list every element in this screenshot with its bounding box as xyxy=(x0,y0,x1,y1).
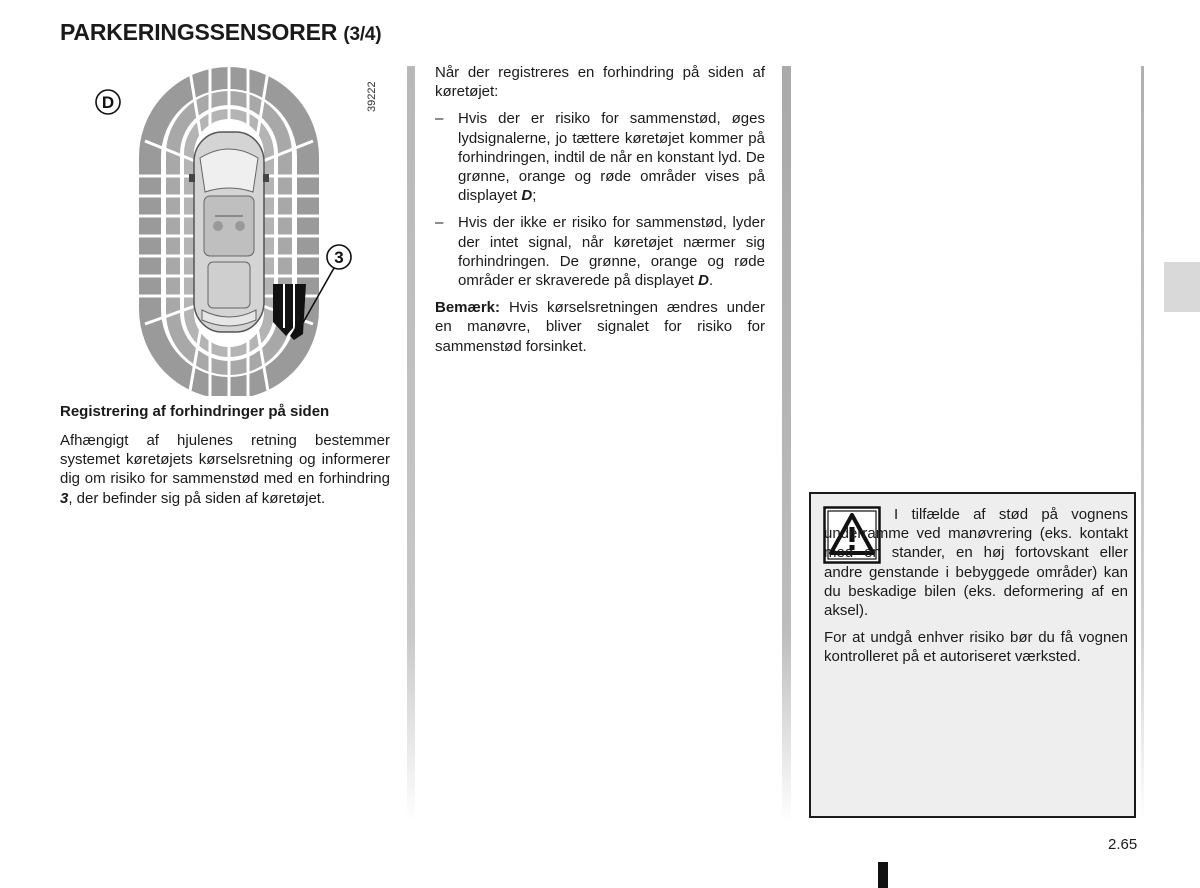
list-item-ref: D xyxy=(698,272,709,290)
section-heading: Registrering af forhindringer på siden xyxy=(60,403,330,420)
column-divider-middle xyxy=(782,66,791,822)
left-paragraph-end: , der befinder sig på siden af køretøjet. xyxy=(68,489,326,507)
parking-sensor-figure xyxy=(90,66,390,396)
list-item-end: . xyxy=(708,272,714,290)
note-label: Bemærk: xyxy=(435,299,501,317)
page-title-part: (3/4) xyxy=(343,24,382,45)
list-item-text: Hvis der er risiko for sammenstød, øges lydsignalerne, jo tættere køretøjet kommer på forhindringen, indtil de når en konstant lyd. De grønne, orange og røde områder vises på displayet xyxy=(458,110,765,205)
label-d: D xyxy=(101,93,115,112)
column-divider-left xyxy=(407,66,415,822)
page-number: 2.65 xyxy=(1108,836,1138,853)
list-dash: – xyxy=(435,214,444,232)
left-paragraph-ref: 3 xyxy=(60,489,69,507)
image-number: 39222 xyxy=(366,81,378,112)
note-paragraph xyxy=(435,298,765,356)
note-text: Hvis kørselsretningen ændres under en manøvre, bliver signalet for risiko for sammenstød forsinket. xyxy=(435,299,765,355)
list-item xyxy=(435,213,765,290)
warning-text xyxy=(824,505,1128,675)
column-divider-right xyxy=(1141,66,1144,822)
warning-box xyxy=(809,492,1136,818)
parking-sensor-diagram xyxy=(90,66,390,396)
warning-paragraph-1: I tilfælde af stød på vognens underramme ved manøvrering (eks. kontakt med en stander, en høj fortovskant eller andre genstande i bebyggede områder) kan du beskadige bilen (eks. deformering af en aksel). xyxy=(824,506,1128,620)
callout-3: 3 xyxy=(334,248,344,267)
list-item-text: Hvis der ikke er risiko for sammenstød, lyder der intet signal, når køretøjet nærmer sig forhindringen. De grønne, orange og røde områder er skraverede på displayet xyxy=(458,214,765,290)
page-title-text: PARKERINGSSENSORER xyxy=(60,19,338,45)
left-paragraph-start: Afhængigt af hjulenes retning bestemmer systemet køretøjets kørselsretning og informerer dig om risiko for sammenstød med en forhindring xyxy=(60,432,390,488)
list-item-end: ; xyxy=(532,187,537,205)
bottom-mark xyxy=(878,862,888,888)
middle-intro: Når der registreres en forhindring på siden af køretøjet: xyxy=(435,64,765,101)
list-item-ref: D xyxy=(521,187,533,205)
car-top-view xyxy=(189,132,269,332)
left-paragraph xyxy=(60,431,390,508)
middle-column xyxy=(435,63,765,364)
list-item xyxy=(435,109,765,205)
list-dash: – xyxy=(435,110,444,128)
chapter-tab xyxy=(1164,262,1200,312)
warning-paragraph-2: For at undgå enhver risiko bør du få vognen kontrolleret på et autoriseret værksted. xyxy=(824,629,1128,666)
page-title xyxy=(60,19,381,46)
